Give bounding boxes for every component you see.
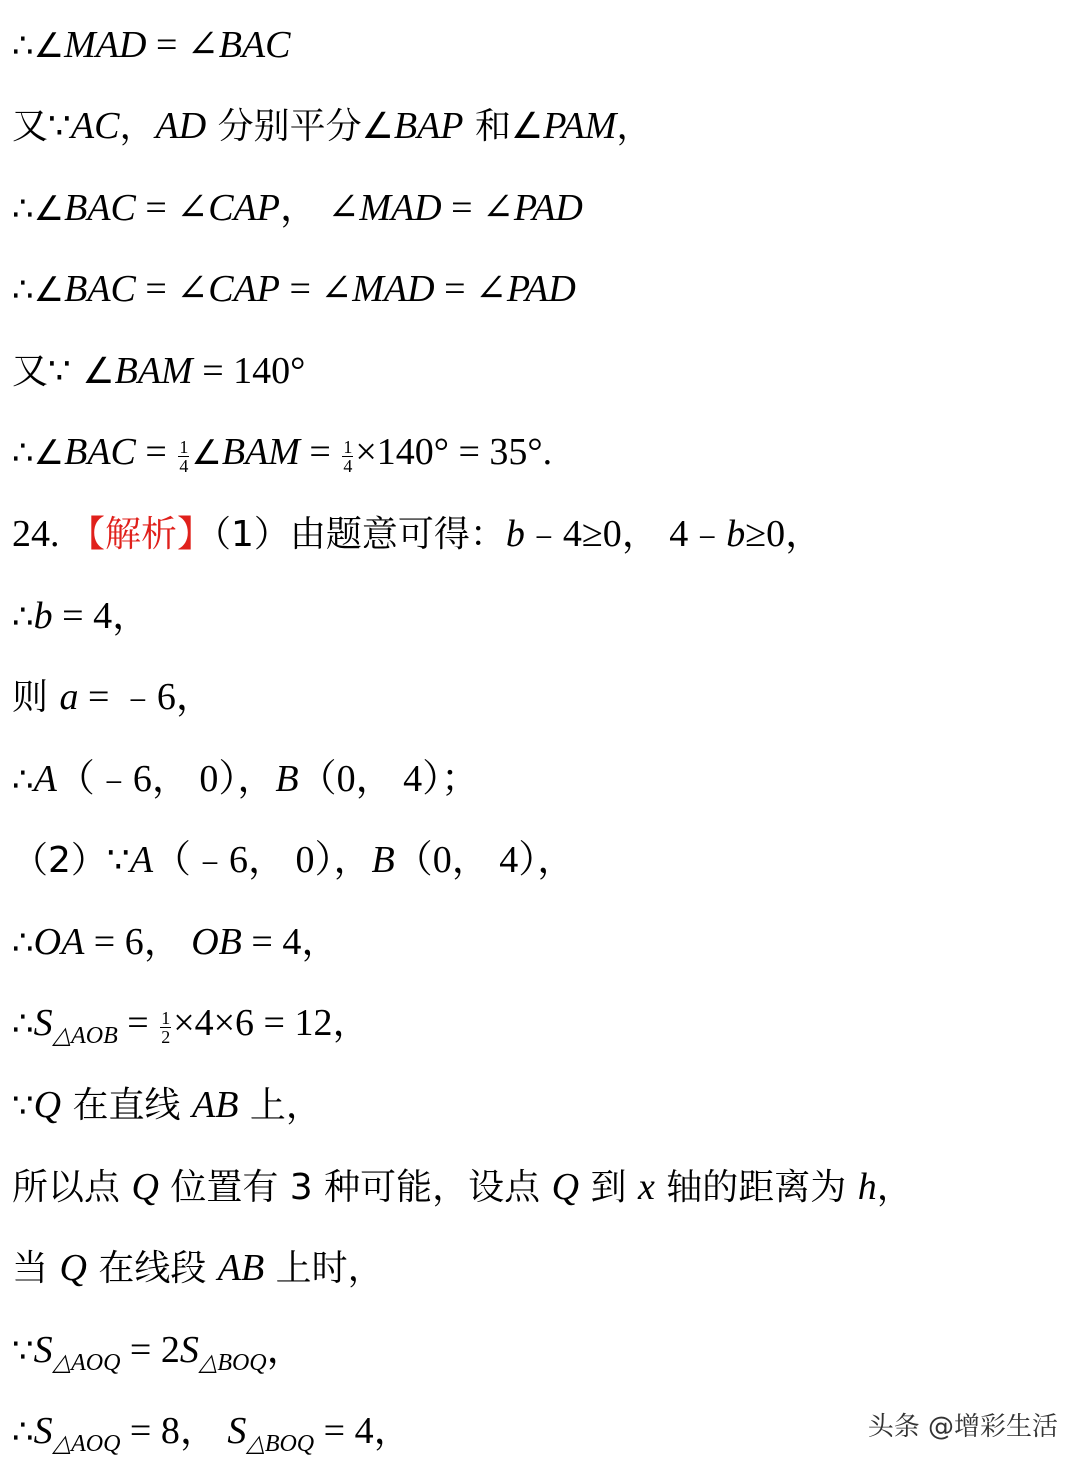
therefore-angle-symbol: ∴∠: [12, 26, 65, 66]
math-op: ﹣4≥0， 4﹣: [524, 513, 727, 555]
text-fragment: 当: [12, 1248, 60, 1289]
text-fragment: 轴的距离为: [654, 1167, 858, 1208]
solution-line: [12, 341, 305, 401]
math-subscript: △BOQ: [246, 1431, 315, 1457]
solution-line: [12, 912, 339, 972]
text-fragment: 分别平分∠: [206, 106, 394, 147]
fraction: [160, 1009, 171, 1046]
math-op: = ∠: [135, 187, 209, 229]
math-op: （0， 4）；: [298, 758, 480, 800]
math-op: = ∠: [279, 268, 353, 310]
solution-line: [12, 504, 823, 564]
punct: ，: [616, 106, 653, 147]
therefore-symbol: ∴: [12, 1004, 34, 1044]
math-op: （﹣6， 0），: [153, 839, 372, 881]
math-var: B: [371, 839, 395, 881]
math-var: BAC: [64, 187, 136, 229]
math-var: x: [637, 1166, 655, 1208]
math-var: A: [129, 839, 154, 881]
math-op: = 6，: [84, 921, 192, 963]
math-op: = 8，: [120, 1410, 228, 1452]
math-subscript: △AOQ: [52, 1431, 121, 1457]
math-var: AB: [191, 1084, 239, 1126]
text-fragment: 上，: [238, 1085, 322, 1126]
math-var: a: [59, 676, 79, 718]
because-text: 又∵: [12, 106, 71, 147]
math-var: MAD: [352, 268, 435, 310]
math-op: = ∠: [441, 187, 514, 229]
math-var: Q: [33, 1084, 62, 1126]
analysis-tag: 【解析】: [69, 514, 214, 555]
text-fragment: （1）由题意可得：: [213, 514, 506, 555]
math-var: PAD: [506, 268, 576, 310]
solution-line: [12, 1238, 384, 1298]
text-fragment: 在直线: [61, 1085, 192, 1126]
punct: ，: [876, 1167, 913, 1208]
math-var: Q: [551, 1166, 580, 1208]
angle-symbol: ∠: [191, 433, 222, 473]
solution-line: [12, 586, 150, 646]
fraction: [342, 438, 353, 475]
solution-line: [12, 1320, 305, 1380]
solution-line: [12, 422, 552, 482]
text-fragment: 位置有 3 种可能，设点: [158, 1167, 552, 1208]
math-op: = 2: [120, 1329, 180, 1371]
math-var: S: [33, 1410, 53, 1452]
math-op: ×140° = 35°.: [355, 431, 553, 473]
math-op: ， ∠: [279, 187, 360, 229]
therefore-angle-symbol: ∴∠: [12, 270, 65, 310]
fraction-numerator: 1: [179, 436, 189, 457]
question-number: 24.: [12, 513, 69, 555]
math-op: =: [135, 431, 177, 473]
solution-line: [12, 1401, 412, 1461]
math-var: AB: [217, 1247, 265, 1289]
math-op: ≥0，: [745, 513, 824, 555]
math-op: = ∠: [146, 24, 219, 66]
text-fragment: 到: [579, 1167, 638, 1208]
math-var: b: [505, 513, 525, 555]
solution-line: [12, 15, 291, 75]
punct: ，: [119, 106, 156, 147]
math-var: S: [179, 1329, 199, 1371]
math-var: CAP: [208, 268, 280, 310]
fraction: [178, 438, 189, 475]
math-op: （﹣6， 0），: [56, 758, 276, 800]
solution-line: [12, 749, 479, 809]
math-subscript: △BOQ: [198, 1350, 267, 1376]
math-var: S: [227, 1410, 247, 1452]
solution-line: [12, 96, 652, 156]
text-fragment: 上时，: [264, 1248, 384, 1289]
math-subscript: △AOB: [52, 1023, 118, 1049]
math-var: BAP: [393, 105, 464, 147]
watermark: 头条 @增彩生活: [867, 1412, 1058, 1442]
math-op: = 4，: [314, 1410, 412, 1452]
therefore-symbol: ∴: [12, 597, 34, 637]
math-var: MAD: [359, 187, 442, 229]
text-fragment: 所以点: [12, 1167, 132, 1208]
math-op: =: [299, 431, 341, 473]
math-op: = ﹣6，: [78, 676, 214, 718]
math-var: MAD: [64, 24, 147, 66]
therefore-angle-symbol: ∴∠: [12, 189, 65, 229]
math-var: BAC: [64, 431, 136, 473]
math-var: b: [726, 513, 746, 555]
punct: ，: [266, 1329, 305, 1371]
fraction-denominator: 2: [161, 1026, 171, 1047]
math-var: PAD: [513, 187, 583, 229]
solution-line: [12, 993, 370, 1053]
math-var: S: [33, 1002, 53, 1044]
math-op: ×4×6 = 12，: [173, 1002, 371, 1044]
therefore-symbol: ∴: [12, 760, 34, 800]
fraction-numerator: 1: [343, 436, 353, 457]
math-var: AD: [155, 105, 207, 147]
because-symbol: ∵: [12, 1086, 34, 1126]
fraction-numerator: 1: [161, 1007, 171, 1028]
text-fragment: 则: [12, 677, 60, 718]
math-var: CAP: [208, 187, 280, 229]
math-var: b: [33, 595, 53, 637]
text-fragment: 在线段: [86, 1248, 218, 1289]
math-var: OB: [191, 921, 242, 963]
math-var: OA: [33, 921, 85, 963]
fraction-denominator: 4: [179, 455, 189, 476]
math-var: Q: [131, 1166, 159, 1208]
therefore-symbol: ∴: [12, 923, 34, 963]
because-symbol: ∵: [12, 1331, 34, 1371]
math-var: h: [857, 1166, 877, 1208]
math-var: A: [33, 758, 57, 800]
math-subscript: △AOQ: [52, 1350, 121, 1376]
text-fragment: （2）∵: [12, 840, 130, 881]
math-var: PAM: [543, 105, 617, 147]
math-var: S: [33, 1329, 53, 1371]
math-op: =: [117, 1002, 159, 1044]
fraction-denominator: 4: [343, 455, 353, 476]
math-var: B: [275, 758, 299, 800]
therefore-angle-symbol: ∴∠: [12, 433, 65, 473]
math-op: = ∠: [135, 268, 209, 310]
solution-line: [12, 178, 583, 238]
math-var: BAM: [221, 431, 300, 473]
therefore-symbol: ∴: [12, 1412, 34, 1452]
math-op: = 4，: [52, 595, 151, 637]
solution-line: [12, 259, 576, 319]
math-var: BAC: [218, 24, 291, 66]
solution-line: [12, 667, 214, 727]
math-var: AC: [70, 105, 120, 147]
math-op: = 140°: [192, 350, 306, 392]
math-var: BAC: [64, 268, 136, 310]
math-op: = 4，: [241, 921, 340, 963]
math-op: = ∠: [434, 268, 507, 310]
math-var: BAM: [114, 350, 193, 392]
text-fragment: 和∠: [463, 106, 544, 147]
math-op: （0， 4），: [394, 839, 576, 881]
math-var: Q: [59, 1247, 87, 1289]
because-text: 又∵ ∠: [12, 351, 115, 392]
solution-line: [12, 830, 575, 890]
solution-line: [12, 1157, 913, 1217]
solution-line: [12, 1075, 322, 1135]
